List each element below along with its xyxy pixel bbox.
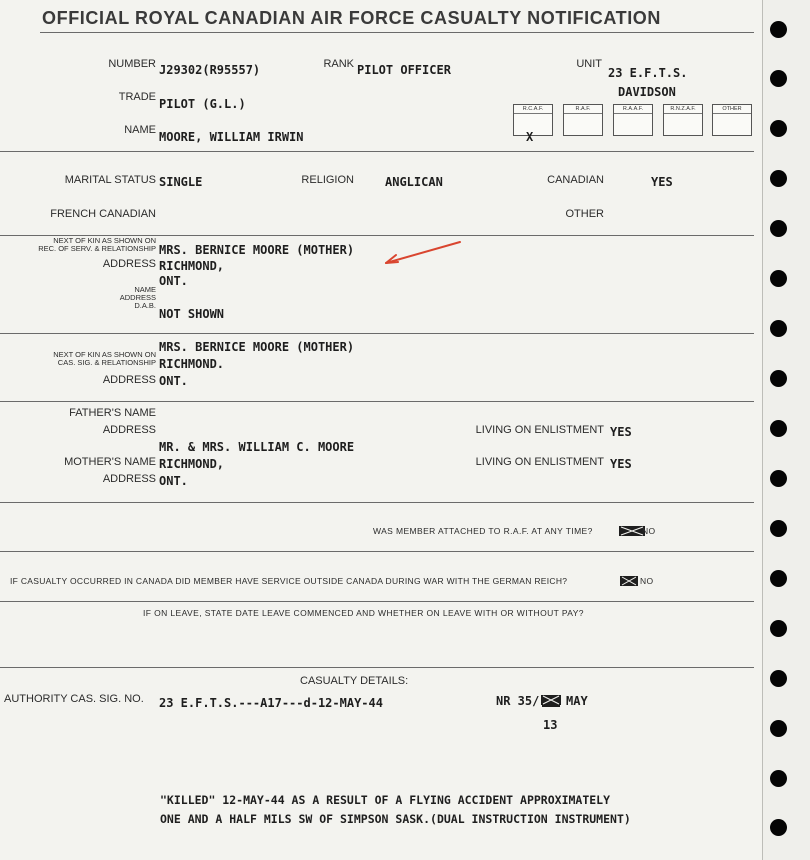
raf-question-label: WAS MEMBER ATTACHED TO R.A.F. AT ANY TIME? — [373, 526, 593, 536]
reference-struck-out-digits — [540, 692, 562, 708]
nok-service-address-line2: ONT. — [159, 274, 188, 288]
authority-value: 23 E.F.T.S.---A17---d-12-MAY-44 — [159, 696, 383, 710]
rule-6 — [0, 551, 754, 552]
service-box-raaf: R.A.A.F. — [613, 104, 653, 136]
punch-hole — [770, 770, 787, 787]
nok-service-value: MRS. BERNICE MOORE (MOTHER) — [159, 243, 355, 257]
french-canadian-label: FRENCH CANADIAN — [50, 208, 156, 220]
punch-hole — [770, 520, 787, 537]
nok-cas-address-line1: RICHMOND. — [159, 357, 225, 371]
canadian-value: YES — [651, 175, 673, 189]
unit-value-line2: DAVIDSON — [618, 85, 676, 99]
mother-living-label: LIVING ON ENLISTMENT — [475, 456, 604, 468]
service-outside-answer: NO — [640, 576, 654, 586]
punch-hole — [770, 370, 787, 387]
number-label: NUMBER — [108, 58, 156, 70]
rule-4 — [0, 401, 754, 402]
name-value: MOORE, WILLIAM IRWIN — [159, 130, 304, 144]
rule-7 — [0, 601, 754, 602]
form-title: OFFICIAL ROYAL CANADIAN AIR FORCE CASUALTY NOTIFICATION — [42, 8, 662, 28]
nok-cas-address-label: ADDRESS — [102, 374, 156, 386]
casualty-details-label: CASUALTY DETAILS: — [300, 675, 409, 687]
service-outside-question-label: IF CASUALTY OCCURRED IN CANADA DID MEMBER HAVE SERVICE OUTSIDE CANADA DURING WAR WITH THE GERMAN REICH? — [10, 576, 568, 586]
service-box-raf: R.A.F. — [563, 104, 603, 136]
punch-hole — [770, 720, 787, 737]
name-label: NAME — [124, 124, 156, 136]
religion-label: RELIGION — [301, 174, 354, 186]
unit-label: UNIT — [576, 58, 602, 70]
mother-address-label: ADDRESS — [102, 473, 156, 485]
casualty-description-line2: ONE AND A HALF MILS SW OF SIMPSON SASK.(DUAL INSTRUCTION INSTRUMENT) — [160, 812, 631, 826]
punch-hole — [770, 270, 787, 287]
other-label: OTHER — [565, 208, 604, 220]
service-box-mark: X — [526, 130, 534, 144]
number-value: J29302(R95557) — [159, 63, 261, 77]
punch-hole — [770, 70, 787, 87]
unit-value-line1: 23 E.F.T.S. — [608, 66, 688, 80]
rule-8 — [0, 667, 754, 668]
father-living-label: LIVING ON ENLISTMENT — [475, 424, 604, 436]
nok-cas-value: MRS. BERNICE MOORE (MOTHER) — [159, 340, 355, 354]
fathers-name-label: FATHER'S NAME — [69, 407, 156, 419]
reference-line1: NR 35/ — [496, 694, 540, 708]
service-box-rcaf: R.C.A.F. — [513, 104, 553, 136]
title-rule — [40, 32, 754, 33]
marital-status-label: MARITAL STATUS — [64, 174, 156, 186]
dab-label-line1: NAME — [134, 285, 156, 294]
nok-cas-label-line1: NEXT OF KIN AS SHOWN ON — [53, 350, 156, 359]
rank-label: RANK — [323, 58, 354, 70]
authority-label: AUTHORITY CAS. SIG. NO. — [4, 693, 144, 705]
trade-label: TRADE — [118, 91, 156, 103]
service-outside-struck-out-yes — [620, 575, 638, 587]
parents-address-line2: ONT. — [159, 474, 188, 488]
service-box-rnzaf: R.N.Z.A.F. — [663, 104, 703, 136]
nok-service-address-label: ADDRESS — [102, 258, 156, 270]
marital-status-value: SINGLE — [159, 175, 203, 189]
punch-hole — [770, 470, 787, 487]
father-address-label: ADDRESS — [102, 424, 156, 436]
father-living-value: YES — [610, 425, 632, 439]
canadian-label: CANADIAN — [547, 174, 604, 186]
rule-3 — [0, 333, 754, 334]
nok-cas-address-line2: ONT. — [159, 374, 188, 388]
punch-hole — [770, 420, 787, 437]
red-pen-arrow-mark — [382, 238, 472, 268]
mothers-name-label: MOTHER'S NAME — [64, 456, 156, 468]
punch-hole — [770, 120, 787, 137]
reference-month: MAY — [566, 694, 588, 708]
punch-hole — [770, 819, 787, 836]
dab-value: NOT SHOWN — [159, 307, 225, 321]
leave-question-label: IF ON LEAVE, STATE DATE LEAVE COMMENCED AND WHETHER ON LEAVE WITH OR WITHOUT PAY? — [143, 608, 584, 618]
trade-value: PILOT (G.L.) — [159, 97, 246, 111]
punch-hole — [770, 220, 787, 237]
dab-label-line2: ADDRESS — [119, 293, 156, 302]
nok-service-label-line2: REC. OF SERV. & RELATIONSHIP — [38, 244, 156, 253]
reference-line2: 13 — [543, 718, 558, 732]
punch-hole — [770, 170, 787, 187]
parents-address-line1: RICHMOND, — [159, 457, 225, 471]
punch-hole — [770, 620, 787, 637]
punch-hole — [770, 21, 787, 38]
punch-hole — [770, 570, 787, 587]
punch-hole — [770, 670, 787, 687]
rank-value: PILOT OFFICER — [357, 63, 451, 77]
rule-5 — [0, 502, 754, 503]
casualty-description-line1: "KILLED" 12-MAY-44 AS A RESULT OF A FLYING ACCIDENT APPROXIMATELY — [160, 793, 611, 807]
service-box-other: OTHER — [712, 104, 752, 136]
parents-name-value: MR. & MRS. WILLIAM C. MOORE — [159, 440, 355, 454]
raf-answer: NO — [642, 526, 656, 536]
nok-cas-label-line2: CAS. SIG. & RELATIONSHIP — [57, 358, 156, 367]
religion-value: ANGLICAN — [385, 175, 443, 189]
nok-service-address-line1: RICHMOND, — [159, 259, 225, 273]
rule-1 — [0, 151, 754, 152]
mother-living-value: YES — [610, 457, 632, 471]
dab-label-line3: D.A.B. — [134, 301, 156, 310]
nok-service-label-line1: NEXT OF KIN AS SHOWN ON — [53, 236, 156, 245]
punch-hole — [770, 320, 787, 337]
